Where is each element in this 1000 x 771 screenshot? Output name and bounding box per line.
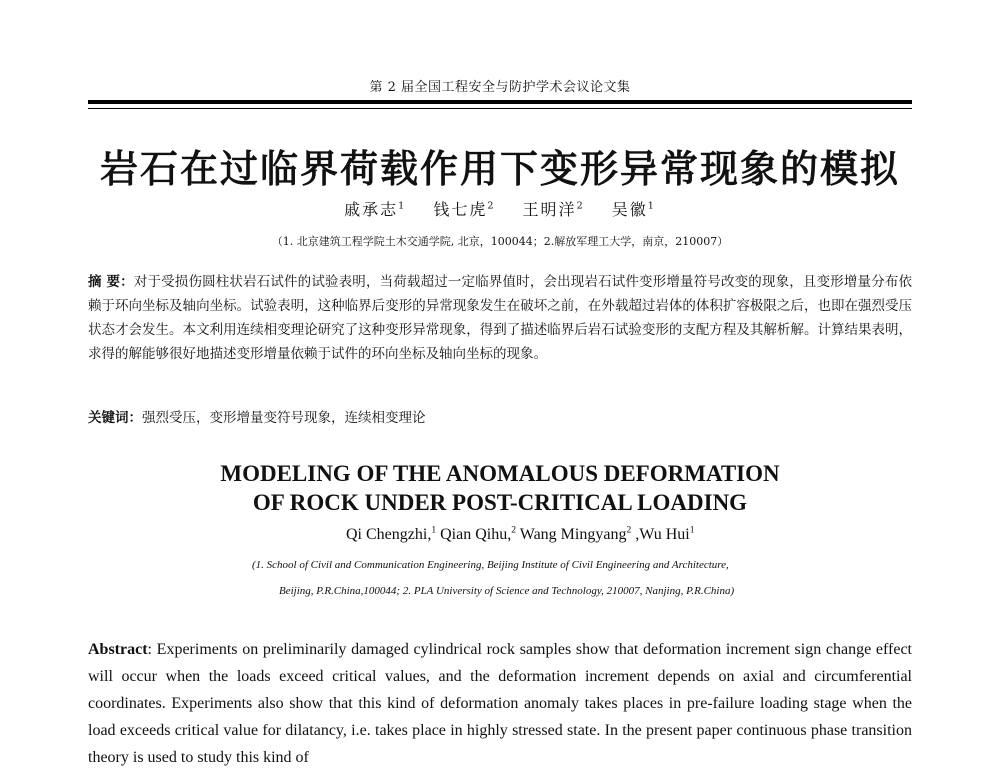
abstract-en-text: : Experiments on preliminarily damaged cylindrical rock samples show that deformation increment sign change effect will occur when the loads exceed critical values, and the deformation increment depends on axial and circumferential coordinates. Experiments also show that this kind of deformation anomaly takes places in pre-failure loading stage when the load exceeds critical value for dilatancy, i.e. takes place in highly stressed state. In the present paper continuous phase transition theory is used to study this kind of bbox=[88, 641, 912, 766]
author-en-1: Qi Chengzhi,$^1$ bbox=[346, 525, 437, 544]
author-cn-3: 王明洋$^2$ bbox=[522, 200, 585, 219]
keywords-chinese bbox=[88, 406, 912, 430]
title-chinese: 岩石在过临界荷载作用下变形异常现象的模拟 bbox=[99, 147, 900, 191]
abstract-en-label: Abstract bbox=[88, 641, 148, 658]
running-header: 第 2 届全国工程安全与防护学术会议论文集 bbox=[369, 80, 631, 95]
author-cn-1: 戚承志$^1$ bbox=[344, 200, 407, 219]
abstract-cn-label: 摘 要： bbox=[88, 274, 134, 290]
affiliation-english-line-1: (1. School of Civil and Communication Engineering, Beijing Institute of Civil Engineering and Architecture, bbox=[252, 559, 729, 571]
title-en-line-2: OF ROCK UNDER POST-CRITICAL LOADING bbox=[252, 490, 748, 515]
keywords-cn-label: 关键词： bbox=[88, 410, 142, 426]
author-en-2: Qian Qihu,$^2$ bbox=[440, 525, 517, 544]
abstract-cn-text: 对于受损伤圆柱状岩石试件的试验表明，当荷载超过一定临界值时，会出现岩石试件变形增量符号改变的现象，且变形增量分布依赖于环向坐标及轴向坐标。试验表明，这种临界后变形的异常现象发生在破坏之前，在外载超过岩体的体积扩容极限之后，也即在强烈受压状态才会发生。本文利用连续相变理论研究了这种变形异常现象，得到了描述临界后岩石试验变形的支配方程及其解析解。计算结果表明，求得的解能够很好地描述变形增量依赖于试件的环向坐标及轴向坐标的现象。 bbox=[88, 274, 913, 362]
header-rule-thin bbox=[88, 108, 912, 109]
affiliation-english-line-2: Beijing, P.R.China,100044; 2. PLA University of Science and Technology, 210007, Nanjing, P.R.China) bbox=[279, 585, 735, 597]
header-rule-thick bbox=[88, 100, 912, 104]
author-cn-4: 吴徽$^1$ bbox=[611, 200, 656, 219]
abstract-english bbox=[88, 636, 912, 771]
author-en-3: Wang Mingyang$^2$ bbox=[519, 525, 632, 544]
authors-chinese bbox=[0, 197, 1000, 220]
authors-english bbox=[346, 525, 695, 544]
keywords-cn-text: 强烈受压，变形增量变符号现象，连续相变理论 bbox=[142, 410, 426, 426]
affiliation-chinese: （1. 北京建筑工程学院土木交通学院, 北京，100044；2.解放军理工大学，南京，210007） bbox=[271, 235, 729, 248]
author-en-4: ,Wu Hui$^1$ bbox=[635, 525, 695, 544]
abstract-chinese bbox=[88, 270, 912, 366]
author-cn-2: 钱七虎$^2$ bbox=[433, 200, 496, 219]
title-en-line-1: MODELING OF THE ANOMALOUS DEFORMATION bbox=[220, 461, 780, 486]
title-english bbox=[0, 459, 1000, 517]
